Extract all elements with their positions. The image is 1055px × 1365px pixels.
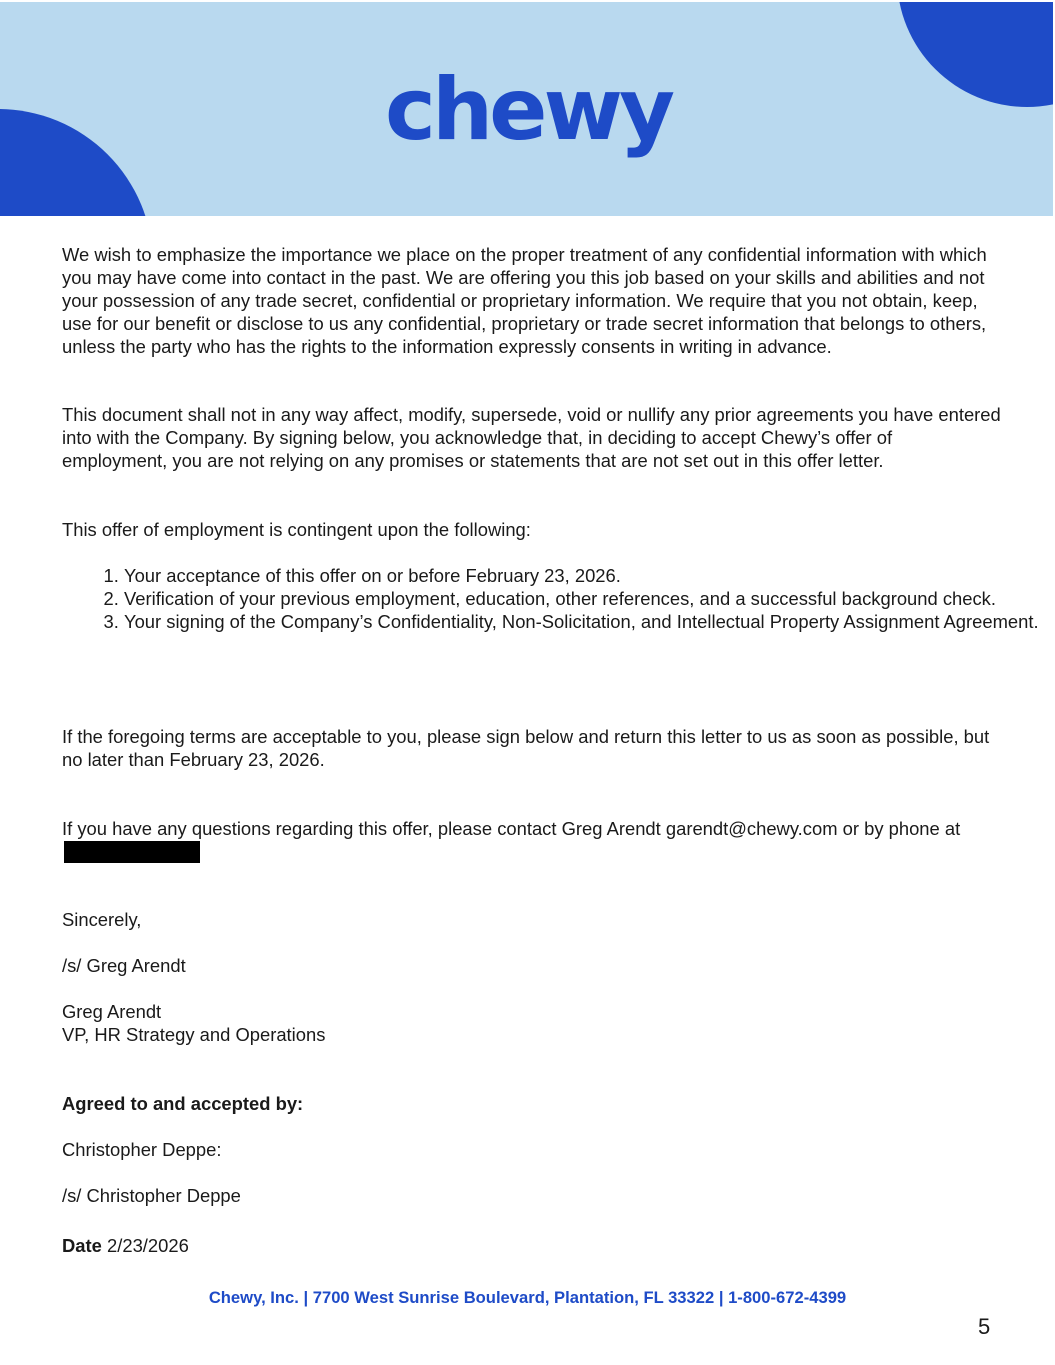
decorative-circle-top-right <box>897 2 1053 107</box>
conditions-list <box>62 564 1055 633</box>
acceptor-signature: /s/ Christopher Deppe <box>62 1185 241 1206</box>
chewy-logo: chewy <box>384 60 672 160</box>
paragraph-contact <box>62 817 1002 863</box>
acceptance-heading: Agreed to and accepted by: <box>62 1093 304 1114</box>
closing-salutation: Sincerely, <box>62 909 142 930</box>
condition-item: 1. Your acceptance of this offer on or before February 23, 2026. <box>124 564 1055 587</box>
letterhead-banner <box>0 2 1053 216</box>
acceptor-name: Christopher Deppe: <box>62 1139 222 1160</box>
condition-item: 3. Your signing of the Company’s Confidentiality, Non-Solicitation, and Intellectual Property Assignment Agreement. <box>124 610 1055 633</box>
condition-item: 2. Verification of your previous employment, education, other references, and a successful background check. <box>124 587 1055 610</box>
contact-text: If you have any questions regarding this offer, please contact Greg Arendt garendt@chewy.com or by phone at <box>62 818 961 839</box>
footer-address: Chewy, Inc. | 7700 West Sunrise Boulevard, Plantation, FL 33322 | 1-800-672-4399 <box>208 1288 847 1307</box>
paragraph-sign-and-return: If the foregoing terms are acceptable to you, please sign below and return this letter to us as soon as possible, but no later than February 23, 2026. <box>62 726 990 770</box>
date-label: Date <box>62 1235 102 1256</box>
page-number: 5 <box>978 1314 991 1339</box>
redacted-phone-number <box>64 841 200 863</box>
decorative-circle-bottom-left <box>0 109 153 216</box>
paragraph-confidential-info: We wish to emphasize the importance we place on the proper treatment of any confidential information with which you may have come into contact in the past. We are offering you this job based on your skills and abilities and not your possession of any trade secret, confidential or proprietary information. We require that you not obtain, keep, use for our benefit or disclose to us any confidential, proprietary or trade secret information that belongs to others, unless the party who has the rights to the information expressly consents in writing in advance. <box>62 244 987 357</box>
acceptance-date <box>62 1234 1002 1257</box>
date-value: 2/23/2026 <box>107 1235 189 1256</box>
sender-title: VP, HR Strategy and Operations <box>62 1024 326 1045</box>
sender-name: Greg Arendt <box>62 1001 162 1022</box>
paragraph-prior-agreements: This document shall not in any way affect, modify, supersede, void or nullify any prior agreements you have entered into with the Company. By signing below, you acknowledge that, in deciding to accept Chewy’s offer of employment, you are not relying on any promises or statements that are not set out in this offer letter. <box>62 404 1001 471</box>
paragraph-contingent-intro: This offer of employment is contingent upon the following: <box>62 519 531 540</box>
sender-signature: /s/ Greg Arendt <box>62 955 186 976</box>
